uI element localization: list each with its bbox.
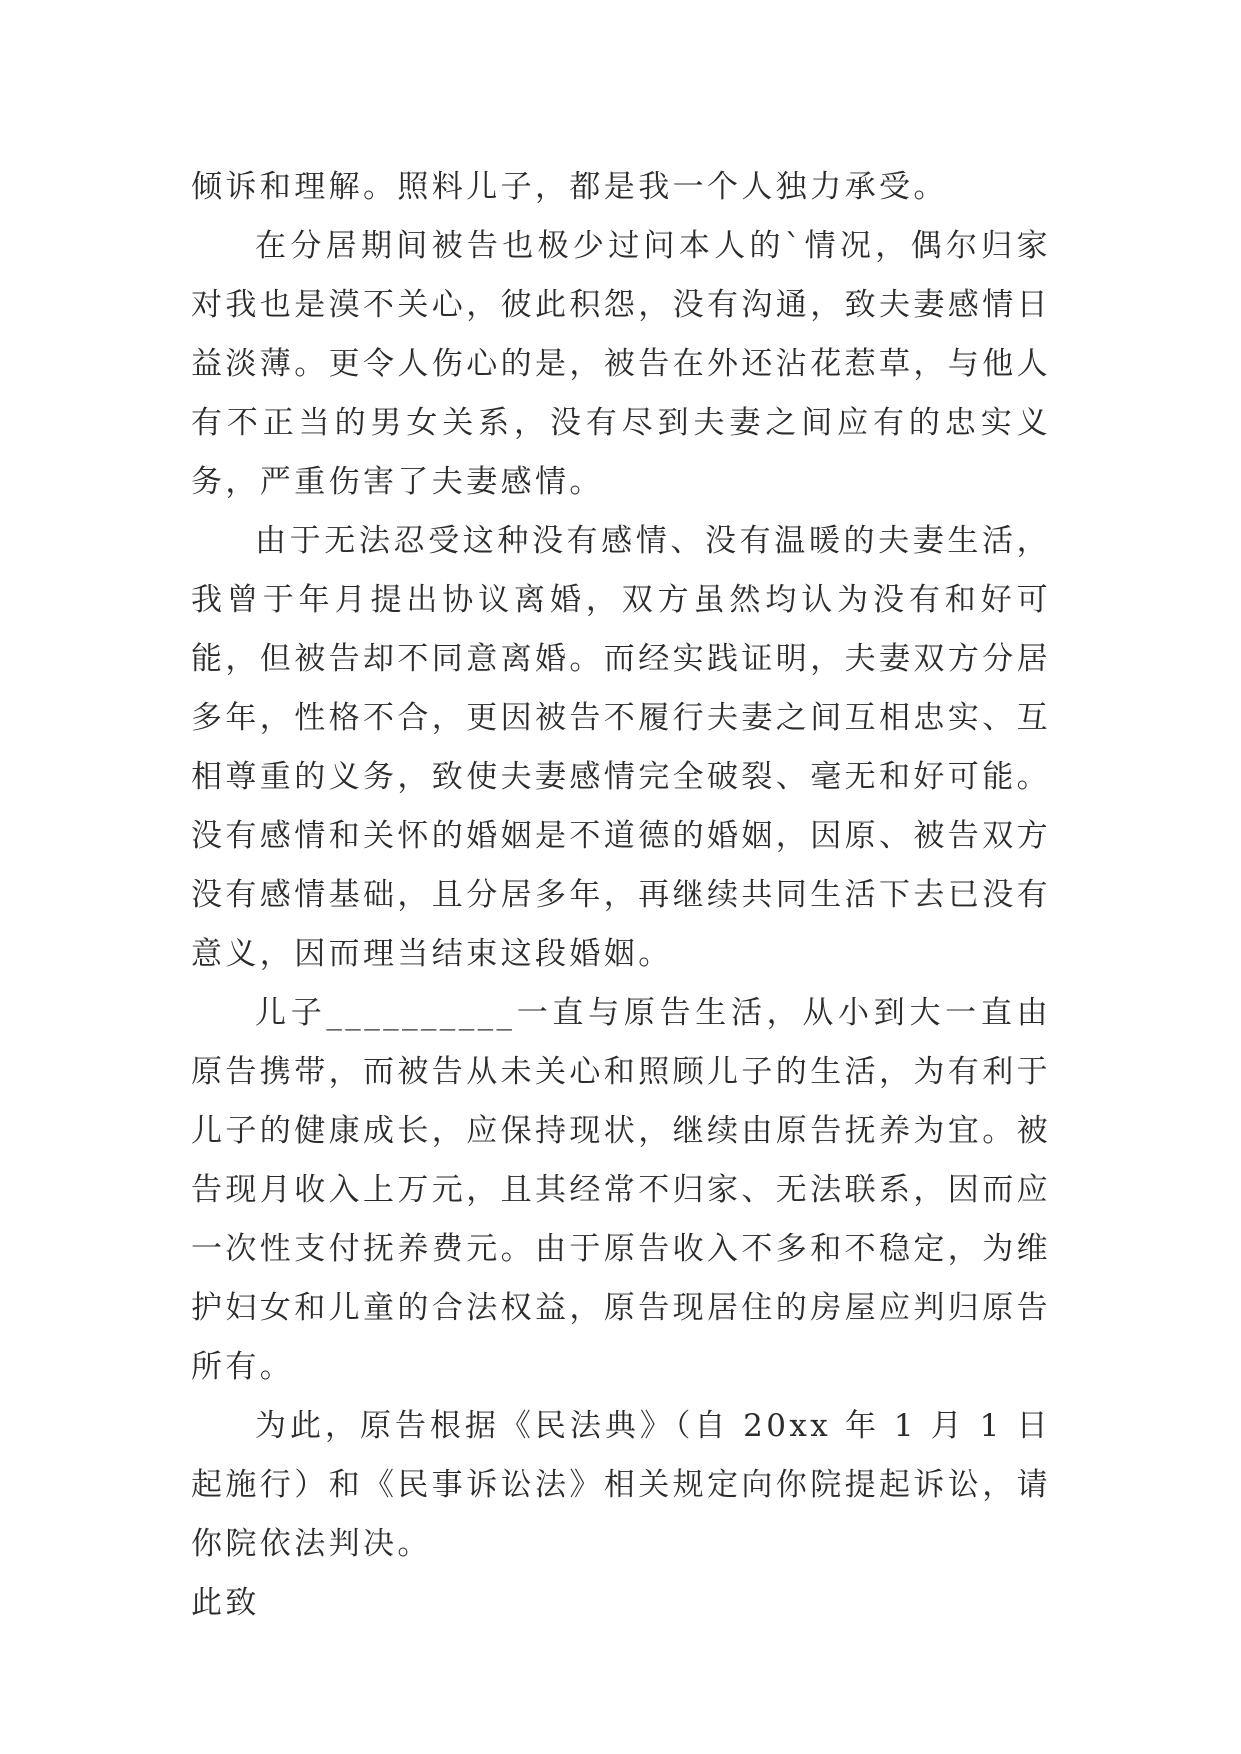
paragraph-legal-basis: 为此，原告根据《民法典》（自 20xx 年 1 月 1 日起施行）和《民事诉讼法》相关规定向你院提起诉讼，请你院依法判决。 xyxy=(191,1408,1051,1562)
paragraph-custody: 儿子__________一直与原告生活，从小到大一直由原告携带，而被告从未关心和照顾儿子的生活，为有利于儿子的健康成长，应保持现状，继续由原告抚养为宜。被告现月收入上万元，且其经常不归家、无法联系，因而应一次性支付抚养费元。由于原告收入不多和不稳定，为维护妇女和儿童的合法权益，原告现居住的房屋应判归原告所有。 xyxy=(191,995,1051,1385)
paragraph-separation: 在分居期间被告也极少过问本人的`情况，偶尔归家对我也是漠不关心，彼此积怨，没有沟通，致夫妻感情日益淡薄。更令人伤心的是，被告在外还沾花惹草，与他人有不正当的男女关系，没有尽到夫妻之间应有的忠实义务，严重伤害了夫妻感情。 xyxy=(191,228,1051,500)
paragraph-divorce-reason: 由于无法忍受这种没有感情、没有温暖的夫妻生活，我曾于年月提出协议离婚，双方虽然均认为没有和好可能，但被告却不同意离婚。而经实践证明，夫妻双方分居多年，性格不合，更因被告不履行夫妻之间互相忠实、互相尊重的义务，致使夫妻感情完全破裂、毫无和好可能。没有感情和关怀的婚姻是不道德的婚姻，因原、被告双方没有感情基础，且分居多年，再继续共同生活下去已没有意义，因而理当结束这段婚姻。 xyxy=(191,523,1051,972)
closing-salutation: 此致 xyxy=(191,1585,260,1621)
paragraph-continuation: 倾诉和理解。照料儿子，都是我一个人独力承受。 xyxy=(191,169,948,205)
document-body xyxy=(191,158,1051,1633)
